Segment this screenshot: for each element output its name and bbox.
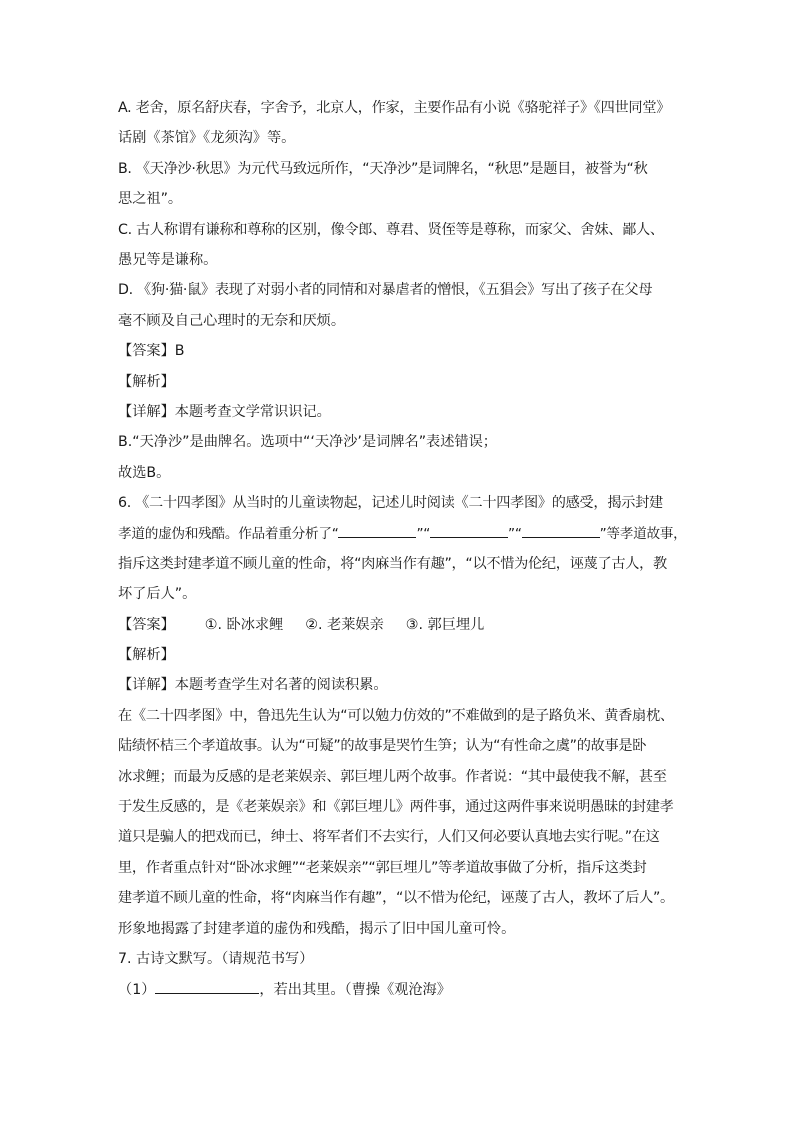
- q6-detail: 【详解】本题考查学生对名著的阅读积累。: [118, 677, 388, 694]
- q6-line-4: 坏了后人”。: [118, 586, 197, 603]
- q6-answer: [118, 615, 678, 635]
- q5-detail: 【详解】本题考查文学常识识记。: [118, 403, 331, 420]
- q6-line-2-end: ”等孝道故事，: [599, 526, 687, 543]
- option-d-line-2: 毫不顾及自己心理时的无奈和厌烦。: [118, 312, 346, 329]
- q6-answer-3: ③. 郭巨埋儿: [405, 616, 485, 633]
- q6-answer-2: ②. 老莱娱亲: [305, 616, 384, 633]
- q7-item-1-blank[interactable]: [155, 979, 259, 994]
- q6-para-line-2: 陆绩怀桔三个孝道故事。认为“可疑”的故事是哭竹生笋；认为“有性命之虞”的故事是卧: [118, 738, 647, 755]
- q6-blank-3[interactable]: [522, 523, 600, 538]
- q7-item-1-number: （1）: [118, 982, 156, 999]
- option-c-line-2: 愚兄等是谦称。: [118, 251, 218, 268]
- q6-analysis-label: 【解析】: [118, 647, 175, 664]
- q6-answer-1: ①. 卧冰求鲤: [204, 616, 284, 633]
- q6-blank-2[interactable]: [430, 523, 508, 538]
- q5-explain: B.“天净沙”是曲牌名。选项中“‘天净沙’是词牌名”表述错误；: [118, 434, 497, 451]
- q6-para-line-4: 于发生反感的，是《老莱娱亲》和《郭巨埋儿》两件事，通过这两件事来说明愚昧的封建孝: [118, 798, 674, 815]
- option-b-line-1: B. 《天净沙·秋思》为元代马致远所作，“天净沙”是词牌名，“秋思”是题目，被誉为“秋: [118, 160, 648, 177]
- q7-title: 7. 古诗文默写。（请规范书写）: [118, 950, 314, 967]
- q6-blank-1[interactable]: [338, 523, 416, 538]
- q6-line-2-sep-1: ”“: [416, 526, 431, 543]
- q6-para-line-6: 里，作者重点针对“卧冰求鲤”“老莱娱亲”“郭巨埋儿”等孝道故事做了分析，指斥这类封: [118, 859, 647, 876]
- document-page: [118, 98, 687, 1010]
- q6-answer-label: 【答案】: [118, 616, 175, 633]
- q6-line-2-start: 孝道的虚伪和残酷。作品着重分析了“: [118, 526, 339, 543]
- option-d-line-1: D. 《狗·猫·鼠》表现了对弱小者的同情和对暴虐者的憎恨，《五猖会》写出了孩子在父母: [118, 282, 653, 299]
- q6-line-2-sep-2: ”“: [508, 526, 522, 543]
- q6-para-line-1: 在《二十四孝图》中，鲁迅先生认为“可以勉力仿效的”不难做到的是子路负米、黄香扇枕、: [118, 707, 674, 724]
- q5-answer: 【答案】B: [118, 343, 185, 360]
- option-c-line-1: C. 古人称谓有谦称和尊称的区别，像令郎、尊君、贤侄等是尊称，而家父、舍妹、鄙人、: [118, 221, 664, 238]
- option-a-line-2: 话剧《茶馆》《龙须沟》等。: [118, 130, 296, 147]
- q7-item-1: [118, 979, 678, 999]
- option-b-line-2: 思之祖”。: [118, 191, 183, 208]
- q6-para-line-8: 形象地揭露了封建孝道的虚伪和残酷，揭示了旧中国儿童可怜。: [118, 920, 516, 937]
- q6-line-3: 指斥这类封建孝道不顾儿童的性命，将“肉麻当作有趣”，“以不惜为伦纪，诬蔑了古人，教: [118, 555, 667, 572]
- q5-conclusion: 故选B。: [118, 464, 171, 481]
- q5-analysis-label: 【解析】: [118, 373, 175, 390]
- q6-para-line-7: 建孝道不顾儿童的性命，将“肉麻当作有趣”，“以不惜为伦纪，诬蔑了古人，教坏了后人”。: [118, 890, 674, 907]
- q6-line-1: 6. 《二十四孝图》从当时的儿童读物起，记述儿时阅读《二十四孝图》的感受，揭示封建: [118, 495, 663, 512]
- q6-para-line-3: 冰求鲤；而最为反感的是老莱娱亲、郭巨埋儿两个故事。作者说：“其中最使我不解，甚至: [118, 768, 667, 785]
- option-a-line-1: A. 老舍，原名舒庆春，字舍予，北京人，作家，主要作品有小说《骆驼祥子》《四世同堂》: [118, 100, 671, 116]
- q6-para-line-5: 道只是骗人的把戏而已，绅士、将军者们不去实行，人们又何必要认真地去实行呢。”在这: [118, 829, 660, 846]
- q6-line-2: [118, 523, 687, 543]
- q7-item-1-text: ，若出其里。（曹操《观沧海》: [259, 982, 451, 999]
